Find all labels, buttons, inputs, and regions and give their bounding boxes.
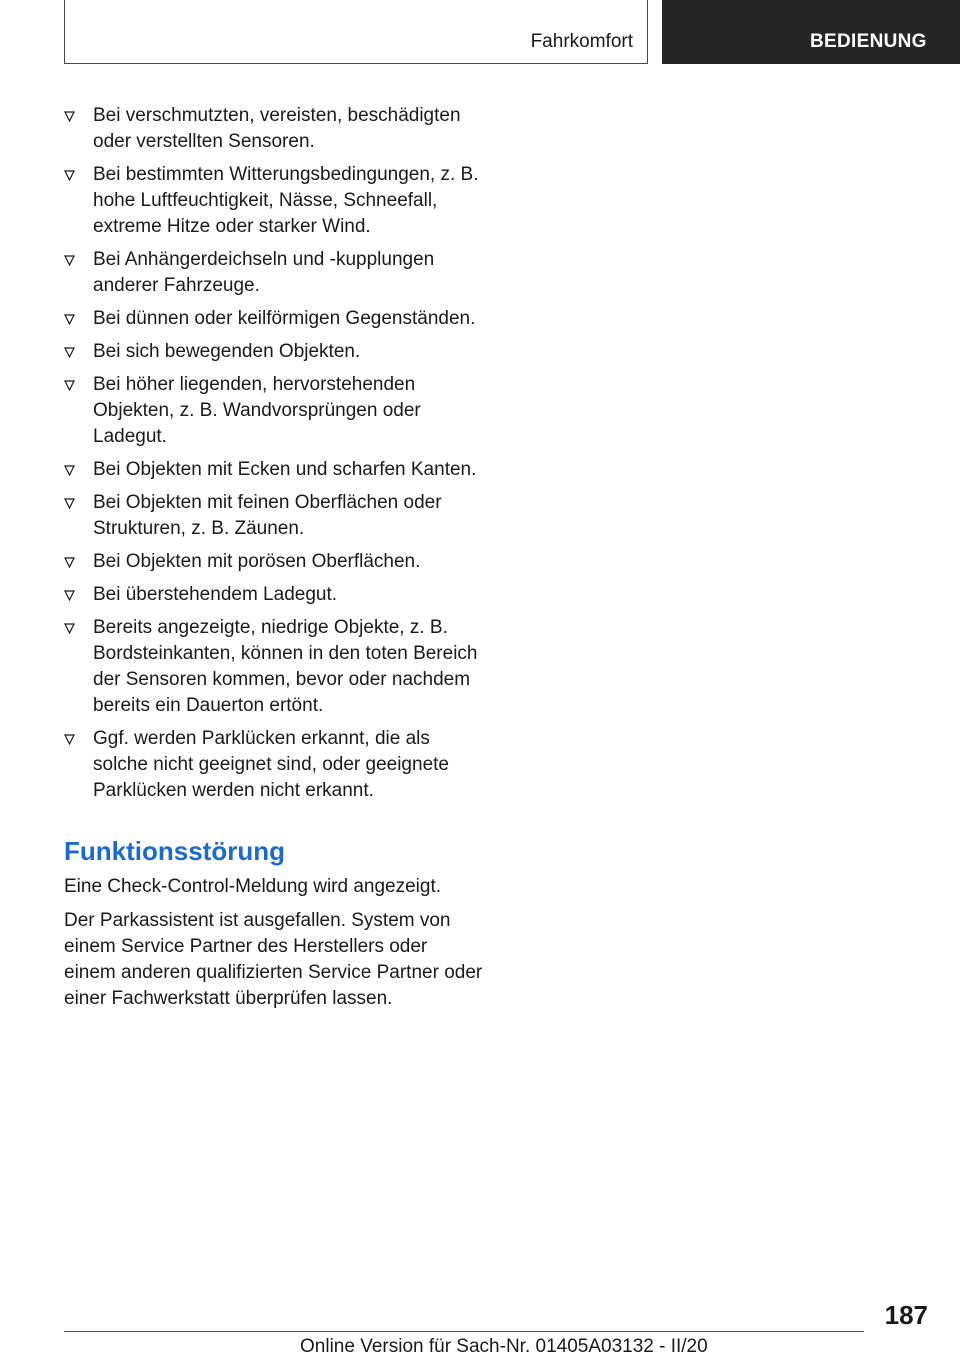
triangle-bullet-icon xyxy=(64,734,75,745)
list-item-text: Bei überstehendem Ladegut. xyxy=(93,584,338,605)
paragraph: Der Parkassistent ist ausgefallen. System von einem Service Partner des Herstellers oder einem anderen qualifizierten Service Partner oder einer Fachwerkstatt überprüfen lassen. xyxy=(64,910,483,1009)
list-item-text: Bei bestimmten Witterungsbedingungen, z. B. hohe Luftfeuchtigkeit, Nässe, Schneefall, extreme Hitze oder starker Wind. xyxy=(93,164,479,237)
list-item xyxy=(64,582,484,608)
bullet-list xyxy=(64,103,484,804)
list-item xyxy=(64,615,484,719)
triangle-bullet-icon xyxy=(64,380,75,391)
footer-divider xyxy=(64,1331,864,1332)
triangle-bullet-icon xyxy=(64,255,75,266)
list-item xyxy=(64,339,484,365)
list-item xyxy=(64,490,484,542)
list-item-text: Bei sich bewegenden Objekten. xyxy=(93,341,361,362)
list-item xyxy=(64,103,484,155)
list-item-text: Bei dünnen oder keilförmigen Gegenständen. xyxy=(93,308,476,329)
list-item xyxy=(64,372,484,450)
triangle-bullet-icon xyxy=(64,590,75,601)
paragraph: Eine Check-Control-Meldung wird angezeigt. xyxy=(64,876,442,897)
list-item xyxy=(64,549,484,575)
triangle-bullet-icon xyxy=(64,111,75,122)
list-item-text: Bei Objekten mit Ecken und scharfen Kanten. xyxy=(93,459,477,480)
triangle-bullet-icon xyxy=(64,170,75,181)
header-section-box xyxy=(64,0,648,64)
header-chapter-title: BEDIENUNG xyxy=(810,31,927,52)
section-heading: Funktionsstörung xyxy=(64,836,285,866)
list-item xyxy=(64,306,484,332)
triangle-bullet-icon xyxy=(64,557,75,568)
list-item xyxy=(64,162,484,240)
triangle-bullet-icon xyxy=(64,314,75,325)
list-item xyxy=(64,457,484,483)
list-item-text: Bei Anhängerdeichseln und -kupplungen anderer Fahrzeuge. xyxy=(93,249,435,296)
list-item-text: Bereits angezeigte, niedrige Objekte, z. B. Bordsteinkanten, können in den toten Bereich der Sensoren kommen, bevor oder nachdem bereits ein Dauerton ertönt. xyxy=(93,617,478,716)
page-content xyxy=(64,103,484,1020)
triangle-bullet-icon xyxy=(64,347,75,358)
footer-version-text: Online Version für Sach-Nr. 01405A03132 - II/20 xyxy=(300,1336,708,1357)
header-chapter-tab xyxy=(662,0,960,64)
list-item-text: Bei verschmutzten, vereisten, beschädigten oder verstellten Sensoren. xyxy=(93,105,461,152)
list-item-text: Bei Objekten mit feinen Oberflächen oder Strukturen, z. B. Zäunen. xyxy=(93,492,442,539)
triangle-bullet-icon xyxy=(64,465,75,476)
list-item-text: Bei höher liegenden, hervorstehenden Objekten, z. B. Wandvorsprüngen oder Ladegut. xyxy=(93,374,421,447)
page-number: 187 xyxy=(884,1300,928,1330)
triangle-bullet-icon xyxy=(64,623,75,634)
list-item xyxy=(64,247,484,299)
list-item-text: Bei Objekten mit porösen Oberflächen. xyxy=(93,551,421,572)
list-item xyxy=(64,726,484,804)
list-item-text: Ggf. werden Parklücken erkannt, die als solche nicht geeignet sind, oder geeignete Parklücken werden nicht erkannt. xyxy=(93,728,449,801)
header-section-title: Fahrkomfort xyxy=(530,31,633,52)
triangle-bullet-icon xyxy=(64,498,75,509)
